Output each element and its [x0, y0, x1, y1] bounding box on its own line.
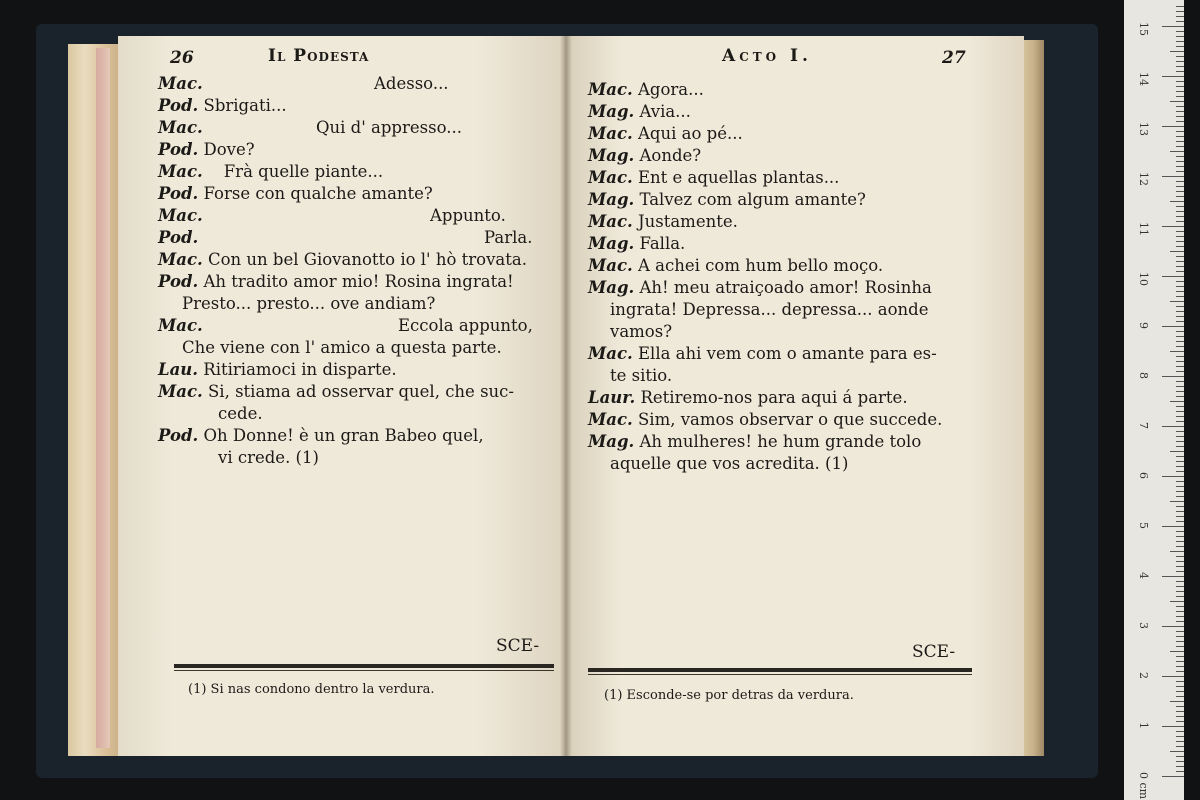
ruler-tick: [1176, 186, 1184, 187]
ruler-tick: [1176, 586, 1184, 587]
ruler-tick: [1176, 391, 1184, 392]
ruler-tick: [1176, 596, 1184, 597]
ruler-tick: [1176, 606, 1184, 607]
ruler-tick: [1176, 466, 1184, 467]
ruler-tick: [1176, 191, 1184, 192]
left-catchword: SCE-: [496, 636, 540, 656]
ruler-label: 0 cm: [1137, 772, 1150, 800]
ruler-tick: [1170, 151, 1184, 152]
left-line-17: Pod. Oh Donne! è un gran Babeo quel,: [158, 426, 484, 445]
ruler-tick: [1176, 231, 1184, 232]
ruler-tick: [1176, 381, 1184, 382]
ruler-tick: [1176, 96, 1184, 97]
ruler-tick: [1176, 736, 1184, 737]
ruler-tick: [1176, 516, 1184, 517]
ruler-tick: [1162, 626, 1184, 627]
left-footnote-rule: [174, 664, 554, 668]
ruler-tick: [1176, 196, 1184, 197]
left-line-16: cede.: [218, 404, 263, 423]
ruler-tick: [1176, 36, 1184, 37]
right-line-4: Mag. Aonde?: [588, 146, 702, 165]
ruler-tick: [1176, 536, 1184, 537]
ruler-tick: [1176, 266, 1184, 267]
left-line-18: vi crede. (1): [218, 448, 319, 467]
ruler-tick: [1162, 176, 1184, 177]
ruler-tick: [1176, 211, 1184, 212]
ruler-tick: [1176, 686, 1184, 687]
ruler-tick: [1162, 76, 1184, 77]
ruler-tick: [1170, 351, 1184, 352]
left-line-8: Pod.: [158, 228, 199, 247]
ruler-tick: [1176, 271, 1184, 272]
ruler-tick: [1170, 451, 1184, 452]
ruler-tick: [1176, 421, 1184, 422]
ruler-tick: [1176, 356, 1184, 357]
ruler-tick: [1176, 431, 1184, 432]
ruler-label: 7: [1137, 422, 1150, 429]
ruler-tick: [1162, 126, 1184, 127]
left-line-10: Pod. Ah tradito amor mio! Rosina ingrata!: [158, 272, 514, 291]
right-running-head: Acto I.: [722, 46, 812, 66]
ruler-tick: [1176, 756, 1184, 757]
left-running-head: Il Podesta: [268, 46, 370, 66]
ruler-label: 2: [1137, 672, 1150, 679]
left-page: [118, 36, 566, 756]
ruler-tick: [1176, 591, 1184, 592]
ruler-tick: [1176, 446, 1184, 447]
ruler-tick: [1176, 491, 1184, 492]
ruler-tick: [1176, 161, 1184, 162]
ruler-tick: [1176, 471, 1184, 472]
ruler-tick: [1176, 206, 1184, 207]
ruler-label: 14: [1137, 72, 1150, 86]
ruler-tick: [1176, 316, 1184, 317]
ruler-tick: [1176, 766, 1184, 767]
left-line-5: Mac. Frà quelle piante...: [158, 162, 384, 181]
ruler-tick: [1176, 121, 1184, 122]
ruler-tick: [1176, 671, 1184, 672]
ruler-tick: [1176, 641, 1184, 642]
ruler-tick: [1176, 531, 1184, 532]
ruler-tick: [1176, 291, 1184, 292]
ruler-tick: [1176, 546, 1184, 547]
ruler-tick: [1176, 646, 1184, 647]
ruler-tick: [1162, 526, 1184, 527]
left-footnote-rule-thin: [174, 670, 554, 671]
ruler-tick: [1162, 726, 1184, 727]
ruler-label: 4: [1137, 572, 1150, 579]
ruler-tick: [1162, 226, 1184, 227]
ruler-tick: [1176, 566, 1184, 567]
ruler-tick: [1176, 336, 1184, 337]
ruler-tick: [1176, 106, 1184, 107]
ruler-tick: [1162, 26, 1184, 27]
right-line-13: Mac. Ella ahi vem com o amante para es-: [588, 344, 937, 363]
ruler-tick: [1176, 721, 1184, 722]
ruler-tick: [1176, 631, 1184, 632]
ruler-tick: [1176, 346, 1184, 347]
right-line-14: te sitio.: [610, 366, 673, 385]
ruler-tick: [1176, 511, 1184, 512]
ruler-tick: [1176, 691, 1184, 692]
ruler-tick: [1176, 441, 1184, 442]
ruler-tick: [1176, 41, 1184, 42]
left-line-3-text: Qui d' appresso...: [316, 118, 462, 137]
right-line-18: aquelle que vos acredita. (1): [610, 454, 849, 473]
ruler-tick: [1176, 411, 1184, 412]
left-line-11: Presto... presto... ove andiam?: [182, 294, 436, 313]
ruler-tick: [1176, 236, 1184, 237]
left-line-8-text: Parla.: [484, 228, 533, 247]
ruler-label: 6: [1137, 472, 1150, 479]
ruler-tick: [1176, 681, 1184, 682]
ruler-tick: [1176, 361, 1184, 362]
ruler-tick: [1170, 751, 1184, 752]
ruler-tick: [1176, 611, 1184, 612]
ruler-tick: [1176, 31, 1184, 32]
left-line-15: Mac. Si, stiama ad osservar quel, che suc-: [158, 382, 514, 401]
ruler-tick: [1170, 701, 1184, 702]
ruler-tick: [1162, 426, 1184, 427]
ruler-tick: [1176, 261, 1184, 262]
right-line-15: Laur. Retiremo-nos para aqui á parte.: [588, 388, 908, 407]
left-line-6: Pod. Forse con qualche amante?: [158, 184, 433, 203]
book-endpaper-edge: [96, 48, 110, 748]
ruler-tick: [1170, 651, 1184, 652]
left-line-9: Mac. Con un bel Giovanotto io l' hò trovata.: [158, 250, 527, 269]
ruler-tick: [1176, 61, 1184, 62]
book-gutter: [560, 36, 572, 756]
ruler-tick: [1176, 241, 1184, 242]
ruler-tick: [1176, 321, 1184, 322]
ruler-tick: [1162, 376, 1184, 377]
ruler-tick: [1176, 666, 1184, 667]
ruler-tick: [1176, 616, 1184, 617]
ruler-tick: [1176, 21, 1184, 22]
right-line-10: Mag. Ah! meu atraiçoado amor! Rosinha: [588, 278, 932, 297]
ruler-tick: [1176, 561, 1184, 562]
ruler-tick: [1176, 86, 1184, 87]
ruler-tick: [1176, 731, 1184, 732]
ruler-tick: [1176, 771, 1184, 772]
right-line-17: Mag. Ah mulheres! he hum grande tolo: [588, 432, 922, 451]
ruler-tick: [1176, 166, 1184, 167]
left-footnote: (1) Si nas condono dentro la verdura.: [188, 682, 435, 697]
ruler-label: 11: [1137, 222, 1150, 236]
ruler-tick: [1176, 6, 1184, 7]
ruler-label: 9: [1137, 322, 1150, 329]
ruler-tick: [1176, 341, 1184, 342]
ruler-tick: [1176, 91, 1184, 92]
ruler-tick: [1176, 456, 1184, 457]
left-page-number: 26: [170, 48, 194, 68]
ruler-tick: [1176, 716, 1184, 717]
right-footnote-rule: [588, 668, 972, 672]
ruler-tick: [1170, 551, 1184, 552]
ruler-tick: [1176, 56, 1184, 57]
ruler-tick: [1176, 146, 1184, 147]
ruler-tick: [1176, 296, 1184, 297]
left-line-7: Mac.: [158, 206, 203, 225]
right-footnote: (1) Esconde-se por detras da verdura.: [604, 688, 854, 703]
ruler-tick: [1176, 246, 1184, 247]
left-line-14: Lau. Ritiriamoci in disparte.: [158, 360, 397, 379]
ruler-label: 8: [1137, 372, 1150, 379]
ruler-tick: [1162, 676, 1184, 677]
ruler-tick: [1176, 256, 1184, 257]
right-line-16: Mac. Sim, vamos observar o que succede.: [588, 410, 943, 429]
ruler-tick: [1176, 506, 1184, 507]
ruler-label: 1: [1137, 722, 1150, 729]
ruler-tick: [1176, 141, 1184, 142]
ruler-tick: [1176, 541, 1184, 542]
ruler-tick: [1162, 326, 1184, 327]
ruler-tick: [1176, 406, 1184, 407]
ruler-tick: [1176, 66, 1184, 67]
ruler-tick: [1176, 111, 1184, 112]
ruler-tick: [1176, 371, 1184, 372]
right-line-3: Mac. Aqui ao pé...: [588, 124, 743, 143]
ruler-tick: [1176, 136, 1184, 137]
left-line-1-text: Adesso...: [374, 74, 449, 93]
ruler-tick: [1176, 131, 1184, 132]
ruler-tick: [1176, 556, 1184, 557]
ruler-tick: [1176, 416, 1184, 417]
ruler-tick: [1176, 156, 1184, 157]
ruler-tick: [1176, 571, 1184, 572]
ruler-tick: [1176, 706, 1184, 707]
ruler-tick: [1176, 311, 1184, 312]
right-line-12: vamos?: [610, 322, 673, 341]
ruler-tick: [1176, 81, 1184, 82]
left-line-1: Mac.: [158, 74, 203, 93]
ruler-tick: [1176, 486, 1184, 487]
ruler-tick: [1176, 761, 1184, 762]
ruler-label: 12: [1137, 172, 1150, 186]
right-line-11: ingrata! Depressa... depressa... aonde: [610, 300, 929, 319]
measuring-ruler: [1124, 0, 1184, 800]
ruler-label: 3: [1137, 622, 1150, 629]
ruler-tick: [1176, 581, 1184, 582]
ruler-tick: [1176, 16, 1184, 17]
ruler-tick: [1170, 301, 1184, 302]
ruler-label: 10: [1137, 272, 1150, 286]
ruler-tick: [1176, 481, 1184, 482]
ruler-tick: [1176, 286, 1184, 287]
ruler-tick: [1176, 696, 1184, 697]
right-line-9: Mac. A achei com hum bello moço.: [588, 256, 884, 275]
ruler-tick: [1162, 576, 1184, 577]
ruler-tick: [1176, 171, 1184, 172]
right-line-1: Mac. Agora...: [588, 80, 704, 99]
right-line-7: Mac. Justamente.: [588, 212, 738, 231]
ruler-tick: [1170, 101, 1184, 102]
ruler-tick: [1176, 116, 1184, 117]
ruler-tick: [1162, 276, 1184, 277]
ruler-tick: [1162, 776, 1184, 777]
left-line-4: Pod. Dove?: [158, 140, 255, 159]
ruler-tick: [1176, 46, 1184, 47]
ruler-tick: [1176, 656, 1184, 657]
left-line-3: Mac.: [158, 118, 203, 137]
ruler-tick: [1176, 396, 1184, 397]
ruler-tick: [1170, 601, 1184, 602]
ruler-tick: [1176, 11, 1184, 12]
ruler-tick: [1176, 636, 1184, 637]
ruler-tick: [1170, 401, 1184, 402]
ruler-tick: [1170, 201, 1184, 202]
ruler-tick: [1176, 661, 1184, 662]
ruler-tick: [1176, 746, 1184, 747]
right-line-5: Mac. Ent e aquellas plantas...: [588, 168, 840, 187]
left-line-7-text: Appunto.: [430, 206, 506, 225]
ruler-tick: [1176, 436, 1184, 437]
right-page-number: 27: [942, 48, 966, 68]
right-page: [566, 36, 1024, 756]
ruler-tick: [1176, 306, 1184, 307]
ruler-tick: [1162, 476, 1184, 477]
ruler-tick: [1176, 71, 1184, 72]
left-line-2: Pod. Sbrigati...: [158, 96, 287, 115]
ruler-tick: [1176, 281, 1184, 282]
right-line-8: Mag. Falla.: [588, 234, 686, 253]
right-line-2: Mag. Avia...: [588, 102, 691, 121]
ruler-tick: [1176, 741, 1184, 742]
ruler-tick: [1170, 501, 1184, 502]
ruler-tick: [1176, 621, 1184, 622]
left-line-12: Mac.: [158, 316, 203, 335]
ruler-tick: [1170, 251, 1184, 252]
ruler-label: 15: [1137, 22, 1150, 36]
ruler-label: 13: [1137, 122, 1150, 136]
ruler-tick: [1176, 366, 1184, 367]
ruler-label: 5: [1137, 522, 1150, 529]
ruler-tick: [1176, 331, 1184, 332]
ruler-tick: [1176, 521, 1184, 522]
right-catchword: SCE-: [912, 642, 956, 662]
ruler-tick: [1176, 496, 1184, 497]
ruler-tick: [1176, 386, 1184, 387]
left-line-12-text: Eccola appunto,: [398, 316, 533, 335]
right-footnote-rule-thin: [588, 674, 972, 675]
right-line-6: Mag. Talvez com algum amante?: [588, 190, 866, 209]
ruler-tick: [1176, 221, 1184, 222]
ruler-tick: [1176, 461, 1184, 462]
ruler-tick: [1170, 51, 1184, 52]
ruler-tick: [1176, 216, 1184, 217]
ruler-tick: [1176, 711, 1184, 712]
left-line-13: Che viene con l' amico a questa parte.: [182, 338, 502, 357]
ruler-tick: [1176, 181, 1184, 182]
